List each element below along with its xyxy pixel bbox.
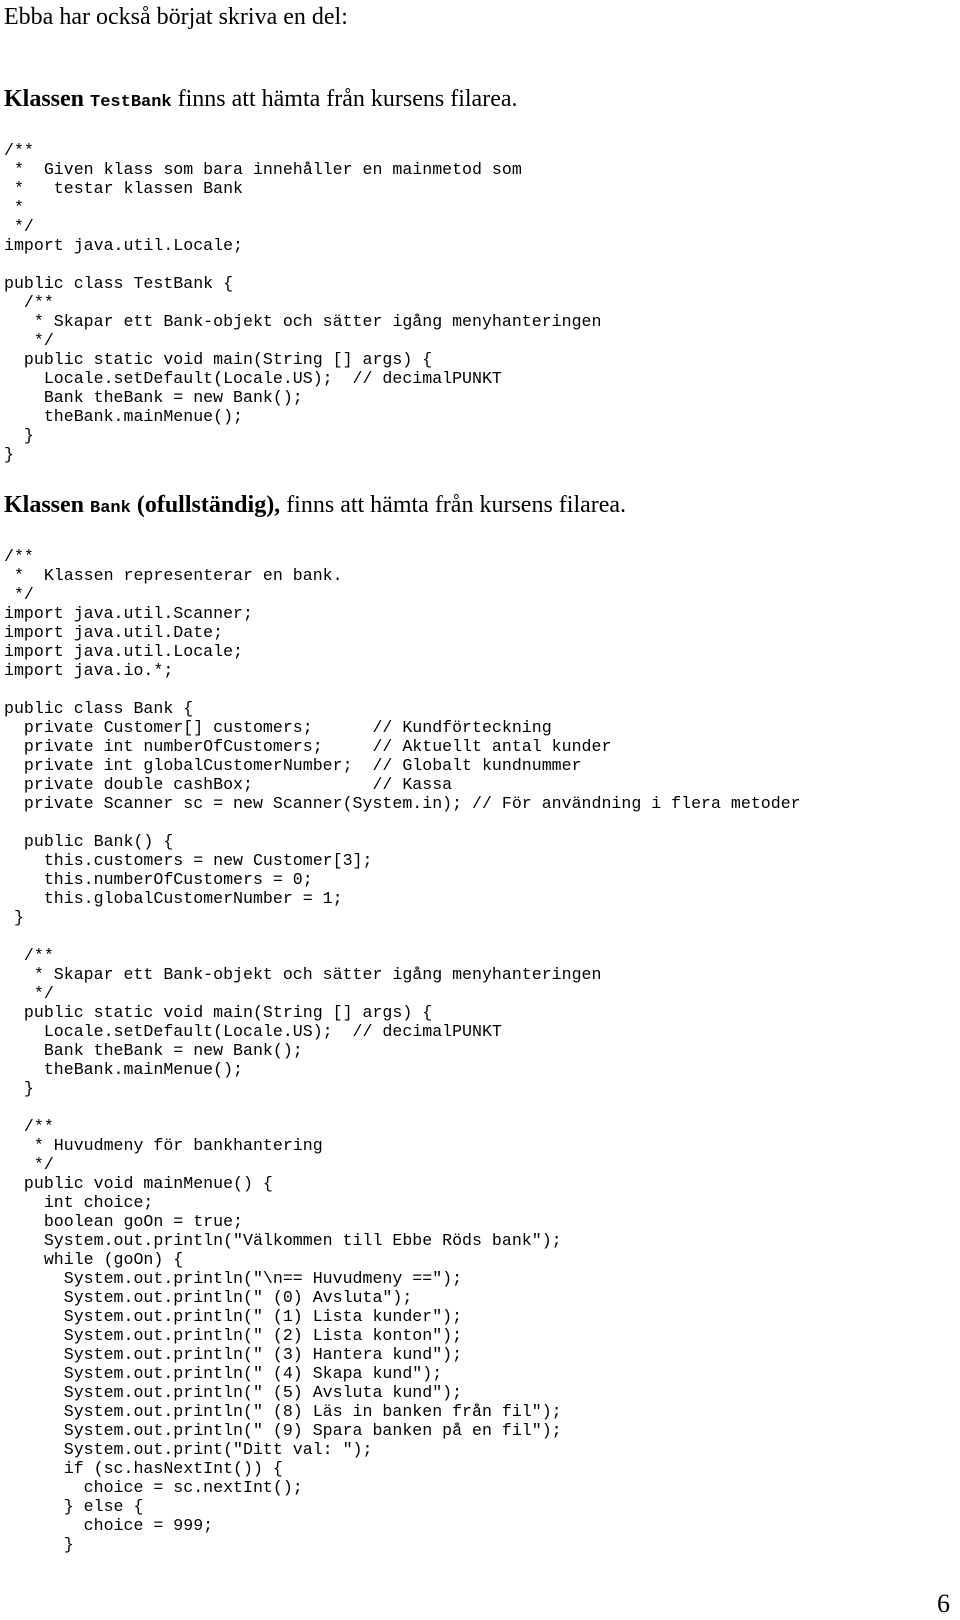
heading-bank-rest: finns att hämta från kursens filarea.: [286, 492, 627, 518]
heading-testbank: [4, 84, 518, 118]
code-block-testbank: /** * Given klass som bara innehåller en mainmetod som * testar klassen Bank * */ import java.util.Locale; public class TestBank { /** * Skapar ett Bank-objekt och sätter igång menyhanteringen */ public static void main(String [] args) { Locale.setDefault(Locale.US); // decimalPUNKT Bank theBank = new Bank(); theBank.mainMenue(); } }: [4, 141, 602, 464]
code-block-bank: /** * Klassen representerar en bank. */ import java.util.Scanner; import java.util.Date; import java.util.Locale; import java.io.*; public class Bank { private Customer[] customers; // Kundförteckning private int numberOfCustomers; // Aktuellt antal kunder private int globalCustomerNumber; // Globalt kundnummer private double cashBox; // Kassa private Scanner sc = new Scanner(System.in); // För användning i flera metoder public Bank() { this.customers = new Customer[3]; this.numberOfCustomers = 0; this.globalCustomerNumber = 1; } /** * Skapar ett Bank-objekt och sätter igång menyhanteringen */ public static void main(String [] args) { Locale.setDefault(Locale.US); // decimalPUNKT Bank theBank = new Bank(); theBank.mainMenue(); } /** * Huvudmeny för bankhantering */ public void mainMenue() { int choice; boolean goOn = true; System.out.println("Välkommen till Ebbe Röds bank"); while (goOn) { System.out.println("\n== Huvudmeny =="); System.out.println(" (0) Avsluta"); System.out.println(" (1) Lista kunder"); System.out.println(" (2) Lista konton"); System.out.println(" (3) Hantera kund"); System.out.println(" (4) Skapa kund"); System.out.println(" (5) Avsluta kund"); System.out.println(" (8) Läs in banken från fil"); System.out.println(" (9) Spara banken på en fil"); System.out.print("Ditt val: "); if (sc.hasNextInt()) { choice = sc.nextInt(); } else { choice = 999; }: [4, 547, 801, 1554]
heading-testbank-rest: finns att hämta från kursens filarea.: [177, 86, 518, 112]
heading-testbank-classname: TestBank: [90, 93, 172, 112]
heading-testbank-word: Klassen: [4, 86, 85, 112]
heading-bank: [4, 490, 626, 524]
heading-bank-paren: (ofullständig),: [136, 492, 281, 518]
heading-bank-classname: Bank: [90, 499, 131, 518]
page-number: 6: [937, 1589, 950, 1618]
intro-paragraph: Ebba har också börjat skriva en del:: [4, 4, 348, 30]
heading-bank-word: Klassen: [4, 492, 85, 518]
